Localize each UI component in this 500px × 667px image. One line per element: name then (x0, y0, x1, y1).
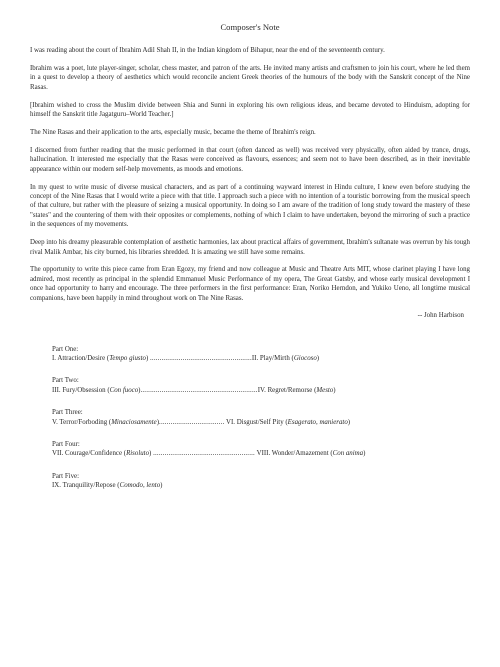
movement-tempo: Esagerato, manierato (287, 418, 348, 426)
part-line: III. Fury/Obsession (Con fuoco).............................................................IV. Regret/Remorse (Mesto) (52, 386, 336, 394)
movement-title: V. Terror/Forboding (52, 418, 108, 426)
part-4 (52, 440, 470, 459)
page-title: Composer's Note (220, 22, 280, 32)
part-line: VII. Courage/Confidence (Risoluto) ..................................................... VIII. Wonder/Amazement (Con anima) (52, 450, 366, 458)
movement-title: VIII. Wonder/Amazement (256, 450, 329, 458)
part-3 (52, 408, 470, 427)
movement-tempo: Comodo, lento (119, 482, 161, 490)
leader-dots: .................................. (159, 418, 225, 426)
paragraph-5: I discerned from further reading that the music performed in that court (often danced as well) was received very physically, often aided by trance, drugs, hallucination. It interested me especially that the Rasas were conceived as flavours, essences; and seem not to have been described, as in their inevitable appearance within our modern self-help movements, as moods and emotions. (30, 146, 470, 173)
leader-dots: ..................................................... (149, 354, 252, 362)
signature: -- John Harbison (417, 311, 464, 319)
paragraph-7: Deep into his dreamy pleasurable contemplation of aesthetic harmonies, lax about practical affairs of government, Ibrahim's sultanate was overrun by his tough rival Malik Ambar, his city burned, his libraries shredded. It is amazing we still have some remains. (30, 239, 470, 256)
part-1 (52, 345, 470, 364)
part-label: Part Four: (52, 440, 80, 448)
movement-title: IV. Regret/Remorse (257, 386, 313, 394)
paragraph-4: The Nine Rasas and their application to the arts, especially music, became the theme of Ibrahim's reign. (30, 128, 316, 136)
movement-tempo: Mesto (316, 386, 334, 394)
part-label: Part One: (52, 345, 79, 353)
part-line: V. Terror/Forboding (Minaciosamente).................................. VI. Disgust/Self Pity (Esagerato, manierato) (52, 418, 351, 426)
movement-title: IX. Tranquility/Repose (52, 482, 116, 490)
paragraph-3: [Ibrahim wished to cross the Muslim divide between Shia and Sunni in exploring his own religious ideas, and became devoted to Hinduism, adopting for himself the Sanskrit title Jagatguru–World Teacher.] (30, 101, 470, 119)
movement-tempo: Tempo giusto (109, 354, 146, 362)
leader-dots: ..................................................... (153, 450, 255, 458)
movement-title: I. Attraction/Desire (52, 354, 106, 362)
movement-title: VI. Disgust/Self Pity (226, 418, 284, 426)
paragraph-1: I was reading about the court of Ibrahim Adil Shah II, in the Indian kingdom of Bihapur, near the end of the seventeenth century. (30, 47, 385, 54)
paragraph-6: In my quest to write music of diverse musical characters, and as part of a continuing wayward interest in Hindu culture, I knew even before studying the concept of the Nine Rasas that I would write a piece with that title. I approach such a piece with no intention of a touristic borrowing from the musical speech of that culture, but rather with the pleasure of seizing a musical opportunity. In doing so I am aware of the tradition of long study toward the mastery of these "states" and the countering of them with their opposites or complements, nothing of which I claim to have undertaken, beyond the mirroring of such a practice in the sequences of my movements. (30, 183, 470, 229)
part-line: IX. Tranquility/Repose (Comodo, lento) (52, 482, 163, 490)
movement-tempo: Risoluto (126, 450, 150, 458)
part-label: Part Five: (52, 472, 79, 480)
part-2 (52, 376, 470, 395)
movement-tempo: Con fuoco (109, 386, 139, 394)
movement-list (30, 345, 470, 491)
paragraph-8: The opportunity to write this piece came from Eran Egozy, my friend and now colleague at Music and Theatre Arts MIT, whose clarinet playing I have long admired, most recently as principal in the splendid Emmanuel Music Performance of my opera, The Great Gatsby, and whose early musical development I once had opportunity to harry and encourage. The three performers in the first performance: Eran, Noriko Herndon, and Yukiko Ueno, all longtime musical companions, have been happily in mind throughout work on The Nine Rasas. (30, 266, 470, 302)
part-line: I. Attraction/Desire (Tempo giusto) .....................................................II. Play/Mirth (Giocoso) (52, 354, 320, 362)
movement-tempo: Giocoso (293, 354, 317, 362)
leader-dots: ............................................................. (140, 386, 258, 394)
movement-title: VII. Courage/Confidence (52, 450, 123, 458)
movement-title: II. Play/Mirth (251, 354, 290, 362)
part-label: Part Two: (52, 377, 79, 385)
movement-title: III. Fury/Obsession (52, 386, 106, 394)
part-5 (52, 472, 470, 491)
movement-tempo: Minaciosamente (111, 418, 157, 426)
part-label: Part Three: (52, 409, 83, 417)
movement-tempo: Con anima (332, 450, 364, 458)
paragraph-2: Ibrahim was a poet, lute player-singer, scholar, chess master, and patron of the arts. He invited many artists and craftsmen to join his court, where he led them in a quest to develop a theory of aesthetics which would reconcile ancient Greek theories of the humours of the body with the Sanskrit concept of the Nine Rasas. (30, 64, 470, 91)
